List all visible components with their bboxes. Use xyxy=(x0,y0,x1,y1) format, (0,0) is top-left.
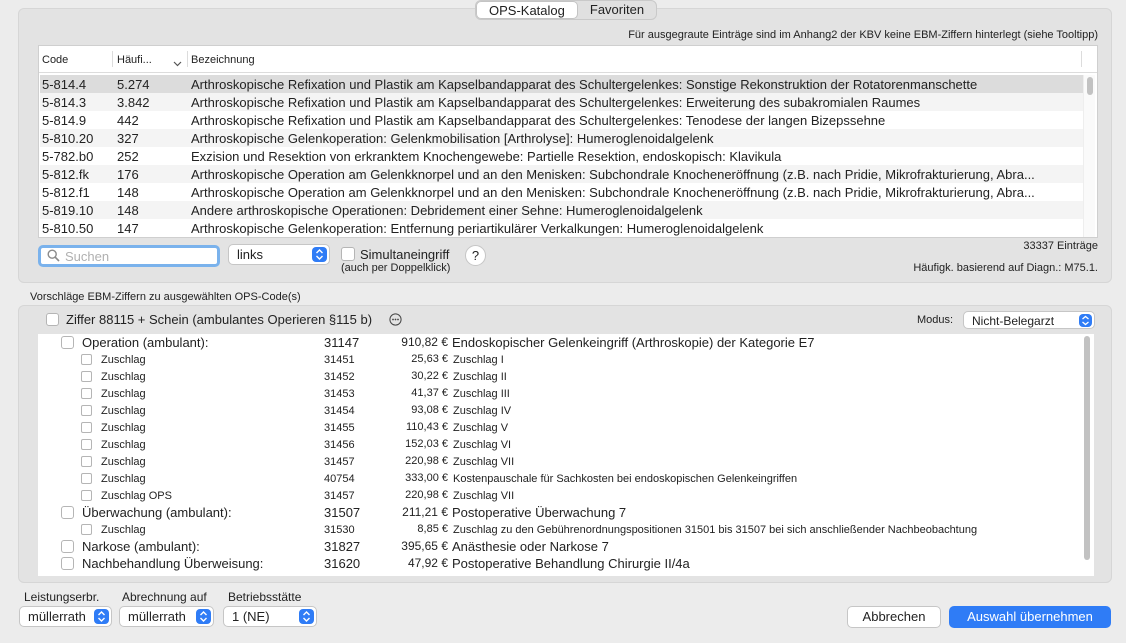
ebm-row-description: Postoperative Behandlung Chirurgie II/4a xyxy=(452,556,690,571)
ebm-row-code: 31455 xyxy=(324,422,355,434)
cell-frequency: 148 xyxy=(117,185,139,200)
ebm-row-code: 31530 xyxy=(324,524,355,536)
updown-chevron-icon xyxy=(1079,314,1092,327)
cell-code: 5-814.9 xyxy=(42,113,87,128)
ebm-row[interactable] xyxy=(38,538,1094,555)
table-row[interactable] xyxy=(40,147,1083,165)
table-row[interactable] xyxy=(40,111,1083,129)
more-options-icon[interactable] xyxy=(389,313,402,329)
ebm-row-description: Zuschlag VI xyxy=(453,439,512,451)
cell-code: 5-814.4 xyxy=(42,77,87,92)
tab-ops-katalog[interactable]: OPS-Katalog xyxy=(476,1,578,19)
ebm-row-label: Zuschlag xyxy=(101,524,146,536)
greyed-entries-hint: Für ausgegraute Einträge sind im Anhang2 der KBV keine EBM-Ziffern hinterlegt (siehe Tooltipp) xyxy=(628,29,1098,41)
modus-select-value: Nicht-Belegarzt xyxy=(972,314,1055,328)
cancel-button[interactable]: Abbrechen xyxy=(847,606,941,628)
apply-selection-button[interactable]: Auswahl übernehmen xyxy=(949,606,1111,628)
ebm-row-checkbox[interactable] xyxy=(61,336,74,349)
ebm-row-label: Narkose (ambulant): xyxy=(82,539,200,554)
column-header-code[interactable]: Code xyxy=(42,54,69,66)
ebm-row-price: 8,85 € xyxy=(417,523,448,535)
column-divider[interactable] xyxy=(1081,51,1082,67)
ebm-row-price: 220,98 € xyxy=(405,489,448,501)
ebm-row[interactable] xyxy=(38,470,1094,487)
table-row[interactable] xyxy=(40,183,1083,201)
cell-code: 5-814.3 xyxy=(42,95,87,110)
ebm-row[interactable] xyxy=(38,504,1094,521)
simultan-sublabel: (auch per Doppelklick) xyxy=(341,262,451,274)
cell-frequency: 442 xyxy=(117,113,139,128)
cell-description: Exzision und Resektion von erkranktem Knochengewebe: Partielle Resektion, endoskopisch: Klavikula xyxy=(191,149,782,164)
cell-frequency: 252 xyxy=(117,149,139,164)
ebm-row[interactable] xyxy=(38,351,1094,368)
ebm-row-label: Überwachung (ambulant): xyxy=(82,505,232,520)
ebm-row-label: Zuschlag xyxy=(101,388,146,400)
updown-chevron-icon xyxy=(94,609,109,624)
ebm-row[interactable] xyxy=(38,436,1094,453)
table-row[interactable] xyxy=(40,93,1083,111)
modus-label: Modus: xyxy=(917,314,954,326)
ebm-row[interactable] xyxy=(38,521,1094,538)
betriebsstaette-label: Betriebsstätte xyxy=(228,590,302,604)
ebm-row-checkbox[interactable] xyxy=(81,439,92,450)
ebm-row-code: 31453 xyxy=(324,388,355,400)
updown-chevron-icon xyxy=(299,609,314,624)
abrechnung-select[interactable] xyxy=(119,606,214,627)
ebm-row-description: Anästhesie oder Narkose 7 xyxy=(452,539,609,554)
ebm-row-label: Nachbehandlung Überweisung: xyxy=(82,556,264,571)
cell-description: Andere arthroskopische Operationen: Debridement einer Sehne: Humeroglenoidalgelenk xyxy=(191,203,703,218)
ebm-row[interactable] xyxy=(38,555,1094,572)
search-input[interactable] xyxy=(65,248,215,264)
cell-code: 5-819.10 xyxy=(42,203,94,218)
ebm-row-checkbox[interactable] xyxy=(61,540,74,553)
table-row[interactable] xyxy=(40,129,1083,147)
ebm-row-description: Zuschlag VII xyxy=(453,456,515,468)
ebm-row-label: Zuschlag xyxy=(101,354,146,366)
ebm-row-label: Zuschlag xyxy=(101,439,146,451)
ebm-list xyxy=(38,334,1094,576)
ziffer-88115-checkbox[interactable] xyxy=(46,313,59,326)
search-field[interactable] xyxy=(38,245,220,267)
ebm-row-code: 31147 xyxy=(324,335,360,350)
help-button[interactable]: ? xyxy=(465,245,486,266)
side-select[interactable] xyxy=(228,244,330,265)
ebm-row-price: 41,37 € xyxy=(411,387,448,399)
ebm-row-label: Zuschlag xyxy=(101,422,146,434)
ebm-row-checkbox[interactable] xyxy=(81,524,92,535)
cell-code: 5-812.f1 xyxy=(42,185,90,200)
ebm-row-code: 31507 xyxy=(324,505,361,520)
cell-description: Arthroskopische Gelenkoperation: Gelenkmobilisation [Arthrolyse]: Humeroglenoidalgelenk xyxy=(191,131,714,146)
ebm-row-description: Zuschlag zu den Gebührenordnungspositionen 31501 bis 31507 bei sich anschließender Nachbeobachtung xyxy=(453,524,978,536)
modus-select[interactable] xyxy=(963,311,1095,329)
ebm-row-checkbox[interactable] xyxy=(61,557,74,570)
ebm-row-checkbox[interactable] xyxy=(81,388,92,399)
ebm-row-description: Kostenpauschale für Sachkosten bei endoskopischen Gelenkeingriffen xyxy=(453,473,798,485)
table-row[interactable] xyxy=(40,201,1083,219)
ebm-row-price: 47,92 € xyxy=(407,556,448,570)
ebm-row-price: 110,43 € xyxy=(405,421,448,433)
column-divider[interactable] xyxy=(112,51,113,67)
ebm-row-description: Zuschlag IV xyxy=(453,405,512,417)
ebm-row-code: 31457 xyxy=(324,490,355,502)
cell-code: 5-782.b0 xyxy=(42,149,94,164)
ebm-row-code: 31456 xyxy=(324,439,355,451)
cell-frequency: 148 xyxy=(117,203,139,218)
ebm-row-description: Zuschlag VII xyxy=(453,490,515,502)
ebm-row-code: 31620 xyxy=(324,556,361,571)
ebm-row-label: Zuschlag xyxy=(101,456,146,468)
cell-frequency: 327 xyxy=(117,131,139,146)
cell-description: Arthroskopische Operation am Gelenkknorpel und an den Menisken: Subchondrale Knocheneröffnung (z.B. nach Pridie, Mikrofrakturierung, Abra... xyxy=(191,185,1035,200)
cell-description: Arthroskopische Refixation und Plastik am Kapselbandapparat des Schultergelenkes: Tenodese der langen Bizepssehne xyxy=(191,113,886,128)
abrechnung-value: müllerrath xyxy=(128,609,186,624)
cell-frequency: 3.842 xyxy=(117,95,150,110)
ebm-row-checkbox[interactable] xyxy=(81,473,92,484)
updown-chevron-icon xyxy=(196,609,211,624)
column-divider[interactable] xyxy=(187,51,188,67)
cell-code: 5-810.50 xyxy=(42,221,94,236)
scrollbar-thumb[interactable] xyxy=(1084,336,1090,560)
cell-frequency: 147 xyxy=(117,221,139,236)
ebm-row-description: Zuschlag I xyxy=(453,354,504,366)
ebm-row[interactable] xyxy=(38,487,1094,504)
ebm-row-description: Postoperative Überwachung 7 xyxy=(452,505,627,520)
ziffer-88115-label: Ziffer 88115 + Schein (ambulantes Operieren §115 b) xyxy=(66,312,373,327)
betriebsstaette-select[interactable] xyxy=(223,606,317,627)
table-row[interactable] xyxy=(40,165,1083,183)
ebm-row[interactable] xyxy=(38,453,1094,470)
ebm-row-price: 910,82 € xyxy=(401,335,448,349)
cell-description: Arthroskopische Operation am Gelenkknorpel und an den Menisken: Subchondrale Knocheneröffnung (z.B. nach Pridie, Mikrofrakturierung, Abra... xyxy=(191,167,1035,182)
cell-description: Arthroskopische Refixation und Plastik am Kapselbandapparat des Schultergelenkes: Erweiterung des subakromialen Raumes xyxy=(191,95,921,110)
cell-code: 5-810.20 xyxy=(42,131,94,146)
table-scrollbar[interactable] xyxy=(1083,75,1095,237)
ebm-row-code: 31454 xyxy=(324,405,355,417)
ebm-row[interactable] xyxy=(38,334,1094,351)
leistungserbringer-value: müllerrath xyxy=(28,609,86,624)
ebm-row-price: 211,21 € xyxy=(402,505,448,519)
ebm-row-label: Operation (ambulant): xyxy=(82,335,209,350)
ebm-row-checkbox[interactable] xyxy=(81,405,92,416)
cell-code: 5-812.fk xyxy=(42,167,89,182)
column-header-description[interactable]: Bezeichnung xyxy=(191,54,255,66)
ebm-row[interactable] xyxy=(38,368,1094,385)
simultan-label: Simultaneingriff xyxy=(360,247,450,262)
leistungserbringer-label: Leistungserbr. xyxy=(24,590,100,604)
frequency-basis-note: Häufigk. basierend auf Diagn.: M75.1. xyxy=(913,262,1098,274)
table-row[interactable] xyxy=(40,219,1083,237)
sort-chevron-icon xyxy=(173,56,182,70)
ebm-row-description: Zuschlag II xyxy=(453,371,507,383)
ebm-row-code: 31451 xyxy=(324,354,355,366)
ebm-row-code: 31457 xyxy=(324,456,355,468)
ebm-row-checkbox[interactable] xyxy=(61,506,74,519)
ops-table xyxy=(38,45,1098,238)
updown-chevron-icon xyxy=(312,247,327,262)
ebm-row-price: 333,00 € xyxy=(405,472,448,484)
table-row[interactable] xyxy=(40,75,1083,93)
scrollbar-thumb[interactable] xyxy=(1087,77,1093,95)
ebm-row[interactable] xyxy=(38,419,1094,436)
tab-favoriten[interactable]: Favoriten xyxy=(589,2,645,17)
ebm-row-checkbox[interactable] xyxy=(81,354,92,365)
side-select-value: links xyxy=(237,247,264,262)
simultan-checkbox[interactable] xyxy=(341,247,355,261)
table-header xyxy=(39,46,1097,73)
ebm-row-price: 25,63 € xyxy=(411,353,448,365)
ebm-row-checkbox[interactable] xyxy=(81,422,92,433)
cell-frequency: 5.274 xyxy=(117,77,150,92)
search-icon xyxy=(47,249,60,265)
ebm-row-code: 40754 xyxy=(324,473,355,485)
ebm-section-title: Vorschläge EBM-Ziffern zu ausgewählten OPS-Code(s) xyxy=(30,291,301,303)
table-body xyxy=(40,75,1083,237)
entry-count: 33337 Einträge xyxy=(1023,240,1098,252)
ebm-row-price: 152,03 € xyxy=(405,438,448,450)
ebm-row-price: 395,65 € xyxy=(401,539,448,553)
ebm-row-code: 31452 xyxy=(324,371,355,383)
ebm-row-code: 31827 xyxy=(324,539,361,554)
ebm-row-label: Zuschlag xyxy=(101,405,146,417)
ebm-row-checkbox[interactable] xyxy=(81,456,92,467)
catalog-tab-switcher xyxy=(475,0,657,20)
ebm-row-label: Zuschlag OPS xyxy=(101,490,172,502)
ebm-row-description: Zuschlag III xyxy=(453,388,510,400)
ebm-row-description: Endoskopischer Gelenkeingriff (Arthroskopie) der Kategorie E7 xyxy=(452,335,815,350)
ebm-row-checkbox[interactable] xyxy=(81,371,92,382)
cell-description: Arthroskopische Gelenkoperation: Entfernung periartikulärer Verkalkungen: Humeroglenoidalgelenk xyxy=(191,221,764,236)
ebm-row[interactable] xyxy=(38,385,1094,402)
ebm-row-price: 220,98 € xyxy=(405,455,448,467)
cell-description: Arthroskopische Refixation und Plastik am Kapselbandapparat des Schultergelenkes: Sonstige Rekonstruktion der Rotatorenmanschette xyxy=(191,77,978,92)
column-header-frequency[interactable]: Häufi... xyxy=(117,54,152,66)
ebm-row-checkbox[interactable] xyxy=(81,490,92,501)
cell-frequency: 176 xyxy=(117,167,139,182)
ebm-row-price: 93,08 € xyxy=(411,404,448,416)
leistungserbringer-select[interactable] xyxy=(19,606,112,627)
ebm-row-label: Zuschlag xyxy=(101,371,146,383)
ebm-row[interactable] xyxy=(38,402,1094,419)
ebm-row-price: 30,22 € xyxy=(411,370,448,382)
ebm-row-label: Zuschlag xyxy=(101,473,146,485)
betriebsstaette-value: 1 (NE) xyxy=(232,609,270,624)
abrechnung-label: Abrechnung auf xyxy=(122,590,207,604)
ebm-list-scrollbar[interactable] xyxy=(1082,336,1092,560)
ebm-row-description: Zuschlag V xyxy=(453,422,509,434)
